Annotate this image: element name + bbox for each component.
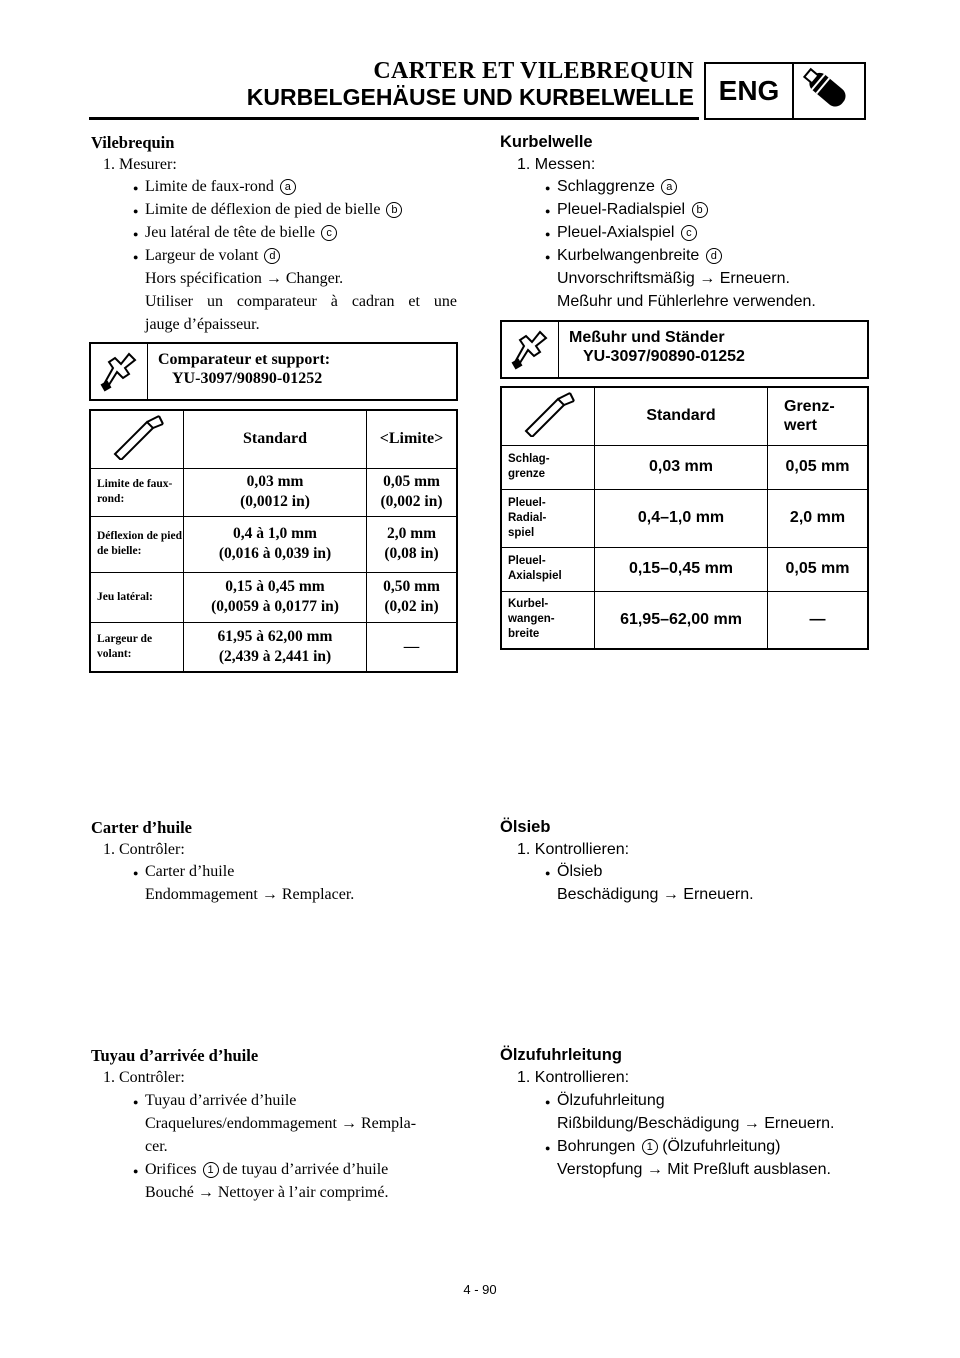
col-head-limit: wert (784, 417, 817, 435)
bullet-item (145, 224, 337, 242)
bullet-text: Largeur de volant (145, 247, 259, 264)
row-label: Largeur de volant: (90, 622, 184, 672)
engine-tool-icon (794, 64, 864, 118)
tool-code: YU-3097/90890-01252 (583, 348, 745, 365)
note-text: jauge d’épaisseur. (145, 316, 260, 333)
note-text: cer. (145, 1138, 168, 1155)
step-check-de: 1. Kontrollieren: (517, 841, 630, 858)
std-value-in: (0,0012 in) (240, 493, 310, 510)
marker-b: b (386, 202, 402, 218)
bullet-item: ● Ölsieb (557, 863, 602, 881)
step-check-de: 1. Kontrollieren: (517, 1069, 630, 1086)
limit-value-in: (0,08 in) (384, 545, 439, 562)
table-row (90, 516, 457, 572)
std-value: 0,4 à 1,0 mm (233, 525, 317, 542)
bullet-text: Pleuel-Radialspiel (557, 201, 686, 218)
bullet-text: Limite de déflexion de pied de bielle (145, 201, 381, 218)
note-text: Bouché → Nettoyer à l’air comprimé. (145, 1184, 389, 1201)
limit-value: 0,05 mm (768, 547, 869, 591)
bullet-text: Limite de faux-rond (145, 178, 274, 195)
note-text: Craquelures/endommagement → Rempla- (145, 1115, 417, 1132)
bullet-item (145, 247, 280, 265)
std-value: 61,95 à 62,00 mm (217, 627, 333, 645)
marker-a: a (661, 179, 677, 195)
note-text: Meßuhr und Fühlerlehre verwenden. (557, 293, 816, 310)
tool-code: YU-3097/90890-01252 (172, 370, 323, 387)
bullet-text: Pleuel-Axialspiel (557, 224, 675, 241)
std-value-in: (0,0059 à 0,0177 in) (211, 598, 339, 615)
note-text: Unvorschriftsmäßig → Erneuern. (557, 270, 790, 287)
col-head-standard: Standard (595, 387, 768, 445)
marker-d: d (264, 248, 280, 264)
bullet-text: Schlaggrenze (557, 178, 655, 195)
eng-badge (704, 62, 866, 120)
bullet-text: Kurbelwangenbreite (557, 247, 700, 264)
caliper-icon (501, 387, 595, 445)
table-row (501, 445, 868, 489)
bullet-item (557, 247, 722, 265)
row-label: Pleuel- Radial- spiel (501, 489, 595, 547)
col-head-limit: Grenz- (784, 398, 835, 416)
bullet-item (145, 1161, 388, 1179)
row-label: Déflexion de pied de bielle: (90, 516, 184, 572)
header-rule (89, 117, 699, 120)
bullet-text: Orifices (145, 1161, 197, 1178)
spec-table-fr (89, 409, 458, 673)
col-head-standard: Standard (184, 410, 367, 468)
limit-value: — (768, 591, 869, 649)
tool-icon (91, 344, 148, 399)
bullet-item (145, 178, 296, 196)
std-value: 61,95–62,00 mm (595, 591, 768, 649)
bullet-item (557, 201, 708, 219)
table-row (501, 489, 868, 547)
std-value-in: (0,016 à 0,039 in) (218, 545, 332, 562)
note-text: Utiliser un comparateur à cadran et une (145, 293, 457, 310)
limit-value-in: (0,002 in) (380, 493, 443, 510)
marker-d: d (706, 248, 722, 264)
row-label: Schlag- grenze (501, 445, 595, 489)
tool-box-de (500, 320, 869, 379)
row-label: Kurbel- wangen- breite (501, 591, 595, 649)
limit-value-in: (0,02 in) (384, 598, 439, 615)
marker-1: 1 (642, 1139, 658, 1155)
row-label: Limite de faux-rond: (90, 468, 184, 516)
section-title-kurbelwelle: Kurbelwelle (500, 133, 593, 151)
table-row (90, 622, 457, 672)
note-text: Rißbildung/Beschädigung → Erneuern. (557, 1115, 835, 1132)
limit-value: 0,50 mm (383, 578, 440, 595)
bullet-item (557, 224, 697, 242)
bullet-item: ● Ölzufuhrleitung (557, 1092, 665, 1110)
section-title-tuyau: Tuyau d’arrivée d’huile (91, 1046, 259, 1065)
section-title-zufuhr: Ölzufuhrleitung (500, 1046, 622, 1064)
table-row (90, 468, 457, 516)
caliper-icon (90, 410, 184, 468)
limit-value: 0,05 mm (768, 445, 869, 489)
table-row (90, 572, 457, 622)
step-check-fr: 1. Contrôler: (103, 841, 185, 858)
std-value: 0,4–1,0 mm (595, 489, 768, 547)
marker-c: c (681, 225, 697, 241)
row-label: Pleuel- Axialspiel (501, 547, 595, 591)
marker-c: c (321, 225, 337, 241)
table-row (501, 591, 868, 649)
section-title-vilebrequin: Vilebrequin (91, 133, 175, 152)
step-measure-fr: 1. Mesurer: (103, 156, 177, 173)
col-head-limit: <Limite> (367, 410, 458, 468)
page-number: 4 - 90 (463, 1282, 497, 1297)
table-row (501, 547, 868, 591)
bullet-item (557, 1138, 780, 1156)
section-title-oelsieb: Ölsieb (500, 818, 551, 836)
limit-value: 2,0 mm (768, 489, 869, 547)
note-text: Verstopfung → Mit Preßluft ausblasen. (557, 1161, 831, 1178)
header-title-fr: CARTER ET VILEBREQUIN (373, 58, 694, 84)
note-text: Hors spécification → Changer. (145, 270, 344, 287)
bullet-text: (Ölzufuhrleitung) (662, 1138, 781, 1155)
marker-1: 1 (203, 1162, 219, 1178)
tool-name: Comparateur et support: (158, 351, 331, 368)
std-value: 0,15 à 0,45 mm (225, 578, 325, 595)
row-label: Jeu latéral: (90, 572, 184, 622)
bullet-text: Bohrungen (557, 1138, 636, 1155)
bullet-text: de tuyau d’arrivée d’huile (222, 1161, 389, 1178)
std-value-in: (2,439 à 2,441 in) (218, 647, 332, 665)
section-title-carter: Carter d’huile (91, 818, 192, 837)
std-value: 0,15–0,45 mm (595, 547, 768, 591)
step-measure-de: 1. Messen: (517, 156, 596, 173)
limit-value: 0,05 mm (383, 473, 440, 490)
marker-a: a (280, 179, 296, 195)
spec-table-de (500, 386, 869, 650)
std-value: 0,03 mm (595, 445, 768, 489)
tool-icon (502, 322, 559, 377)
tool-box-fr (89, 342, 458, 401)
marker-b: b (692, 202, 708, 218)
tool-name: Meßuhr und Ständer (569, 329, 725, 346)
std-value: 0,03 mm (246, 473, 304, 490)
bullet-text: Jeu latéral de tête de bielle (145, 224, 316, 241)
note-text: Beschädigung → Erneuern. (557, 886, 754, 903)
step-check-fr: 1. Contrôler: (103, 1069, 185, 1086)
limit-value: 2,0 mm (386, 525, 437, 542)
header-title-de: KURBELGEHÄUSE UND KURBELWELLE (246, 84, 694, 110)
note-text: Endommagement → Remplacer. (145, 886, 355, 903)
bullet-item (145, 201, 402, 219)
bullet-item: ● Tuyau d’arrivée d’huile (145, 1092, 296, 1110)
bullet-item (557, 178, 677, 196)
limit-value: — (403, 637, 420, 655)
bullet-item: ● Carter d’huile (145, 863, 234, 881)
eng-label: ENG (706, 64, 794, 118)
